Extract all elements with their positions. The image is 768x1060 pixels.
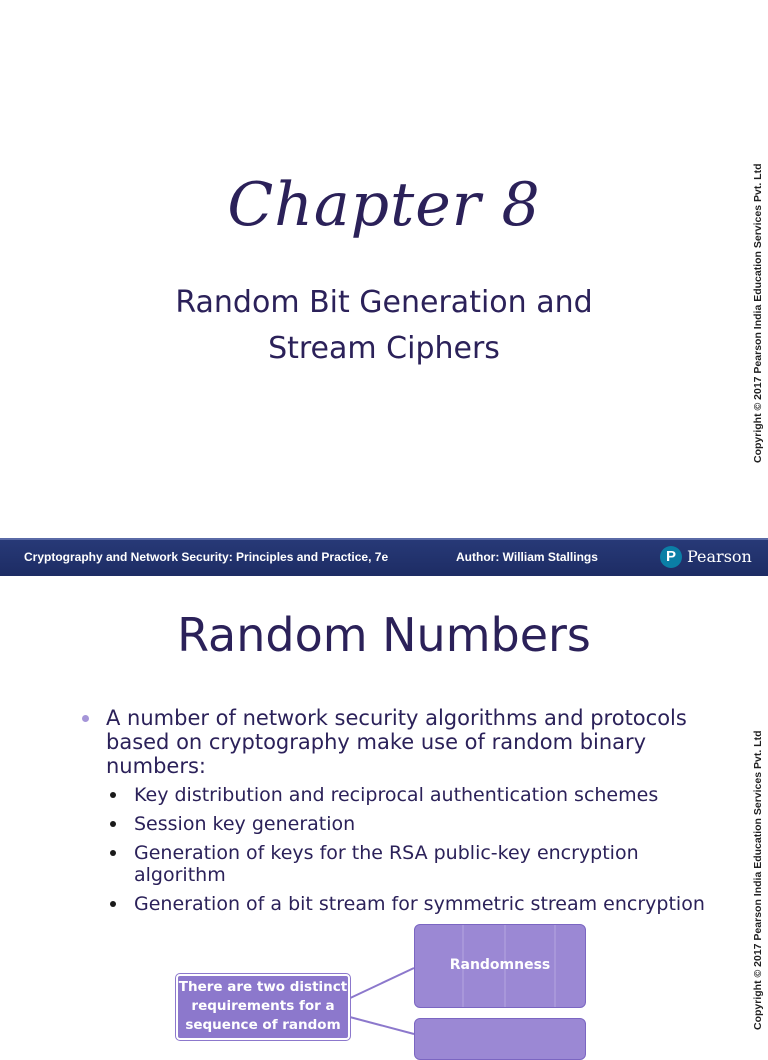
sub-bullet: Key distribution and reciprocal authentication schemes	[106, 784, 720, 806]
requirements-box: There are two distinct requirements for a sequence of random	[176, 974, 350, 1040]
sub-bullet: Session key generation	[106, 813, 720, 835]
subtitle-line-1: Random Bit Generation and	[175, 285, 593, 320]
footer-author: Author: William Stallings	[456, 550, 598, 564]
pearson-brand: Pearson	[687, 547, 752, 566]
copyright-vertical-2: Copyright © 2017 Pearson India Education Services Pvt. Ltd	[752, 730, 764, 1030]
footer-bar	[0, 538, 768, 576]
footer-stripe	[0, 538, 768, 540]
subtitle-line-2: Stream Ciphers	[268, 331, 500, 366]
content-slide	[0, 576, 768, 1033]
copyright-vertical: Copyright © 2017 Pearson India Education Services Pvt. Ltd	[752, 163, 764, 463]
slide-title: Random Numbers	[177, 608, 591, 662]
randomness-box	[414, 924, 586, 1008]
second-requirement-box	[414, 1018, 586, 1060]
randomness-label: Randomness	[449, 957, 551, 973]
connector-line-lower	[346, 1016, 414, 1034]
connector-line-upper	[346, 968, 414, 1000]
main-bullet: A number of network security algorithms and protocols based on cryptography make use of random binary numbers:	[80, 706, 720, 778]
pearson-logo-icon: P	[660, 546, 682, 568]
chapter-title: Chapter 8	[227, 170, 541, 240]
diagram-connectors	[0, 576, 768, 1024]
sub-bullet: Generation of a bit stream for symmetric stream encryption	[106, 893, 720, 915]
chapter-subtitle	[84, 280, 684, 372]
footer-book-title: Cryptography and Network Security: Principles and Practice, 7e	[24, 550, 389, 564]
sub-bullet: Generation of keys for the RSA public-key encryption algorithm	[106, 842, 720, 886]
